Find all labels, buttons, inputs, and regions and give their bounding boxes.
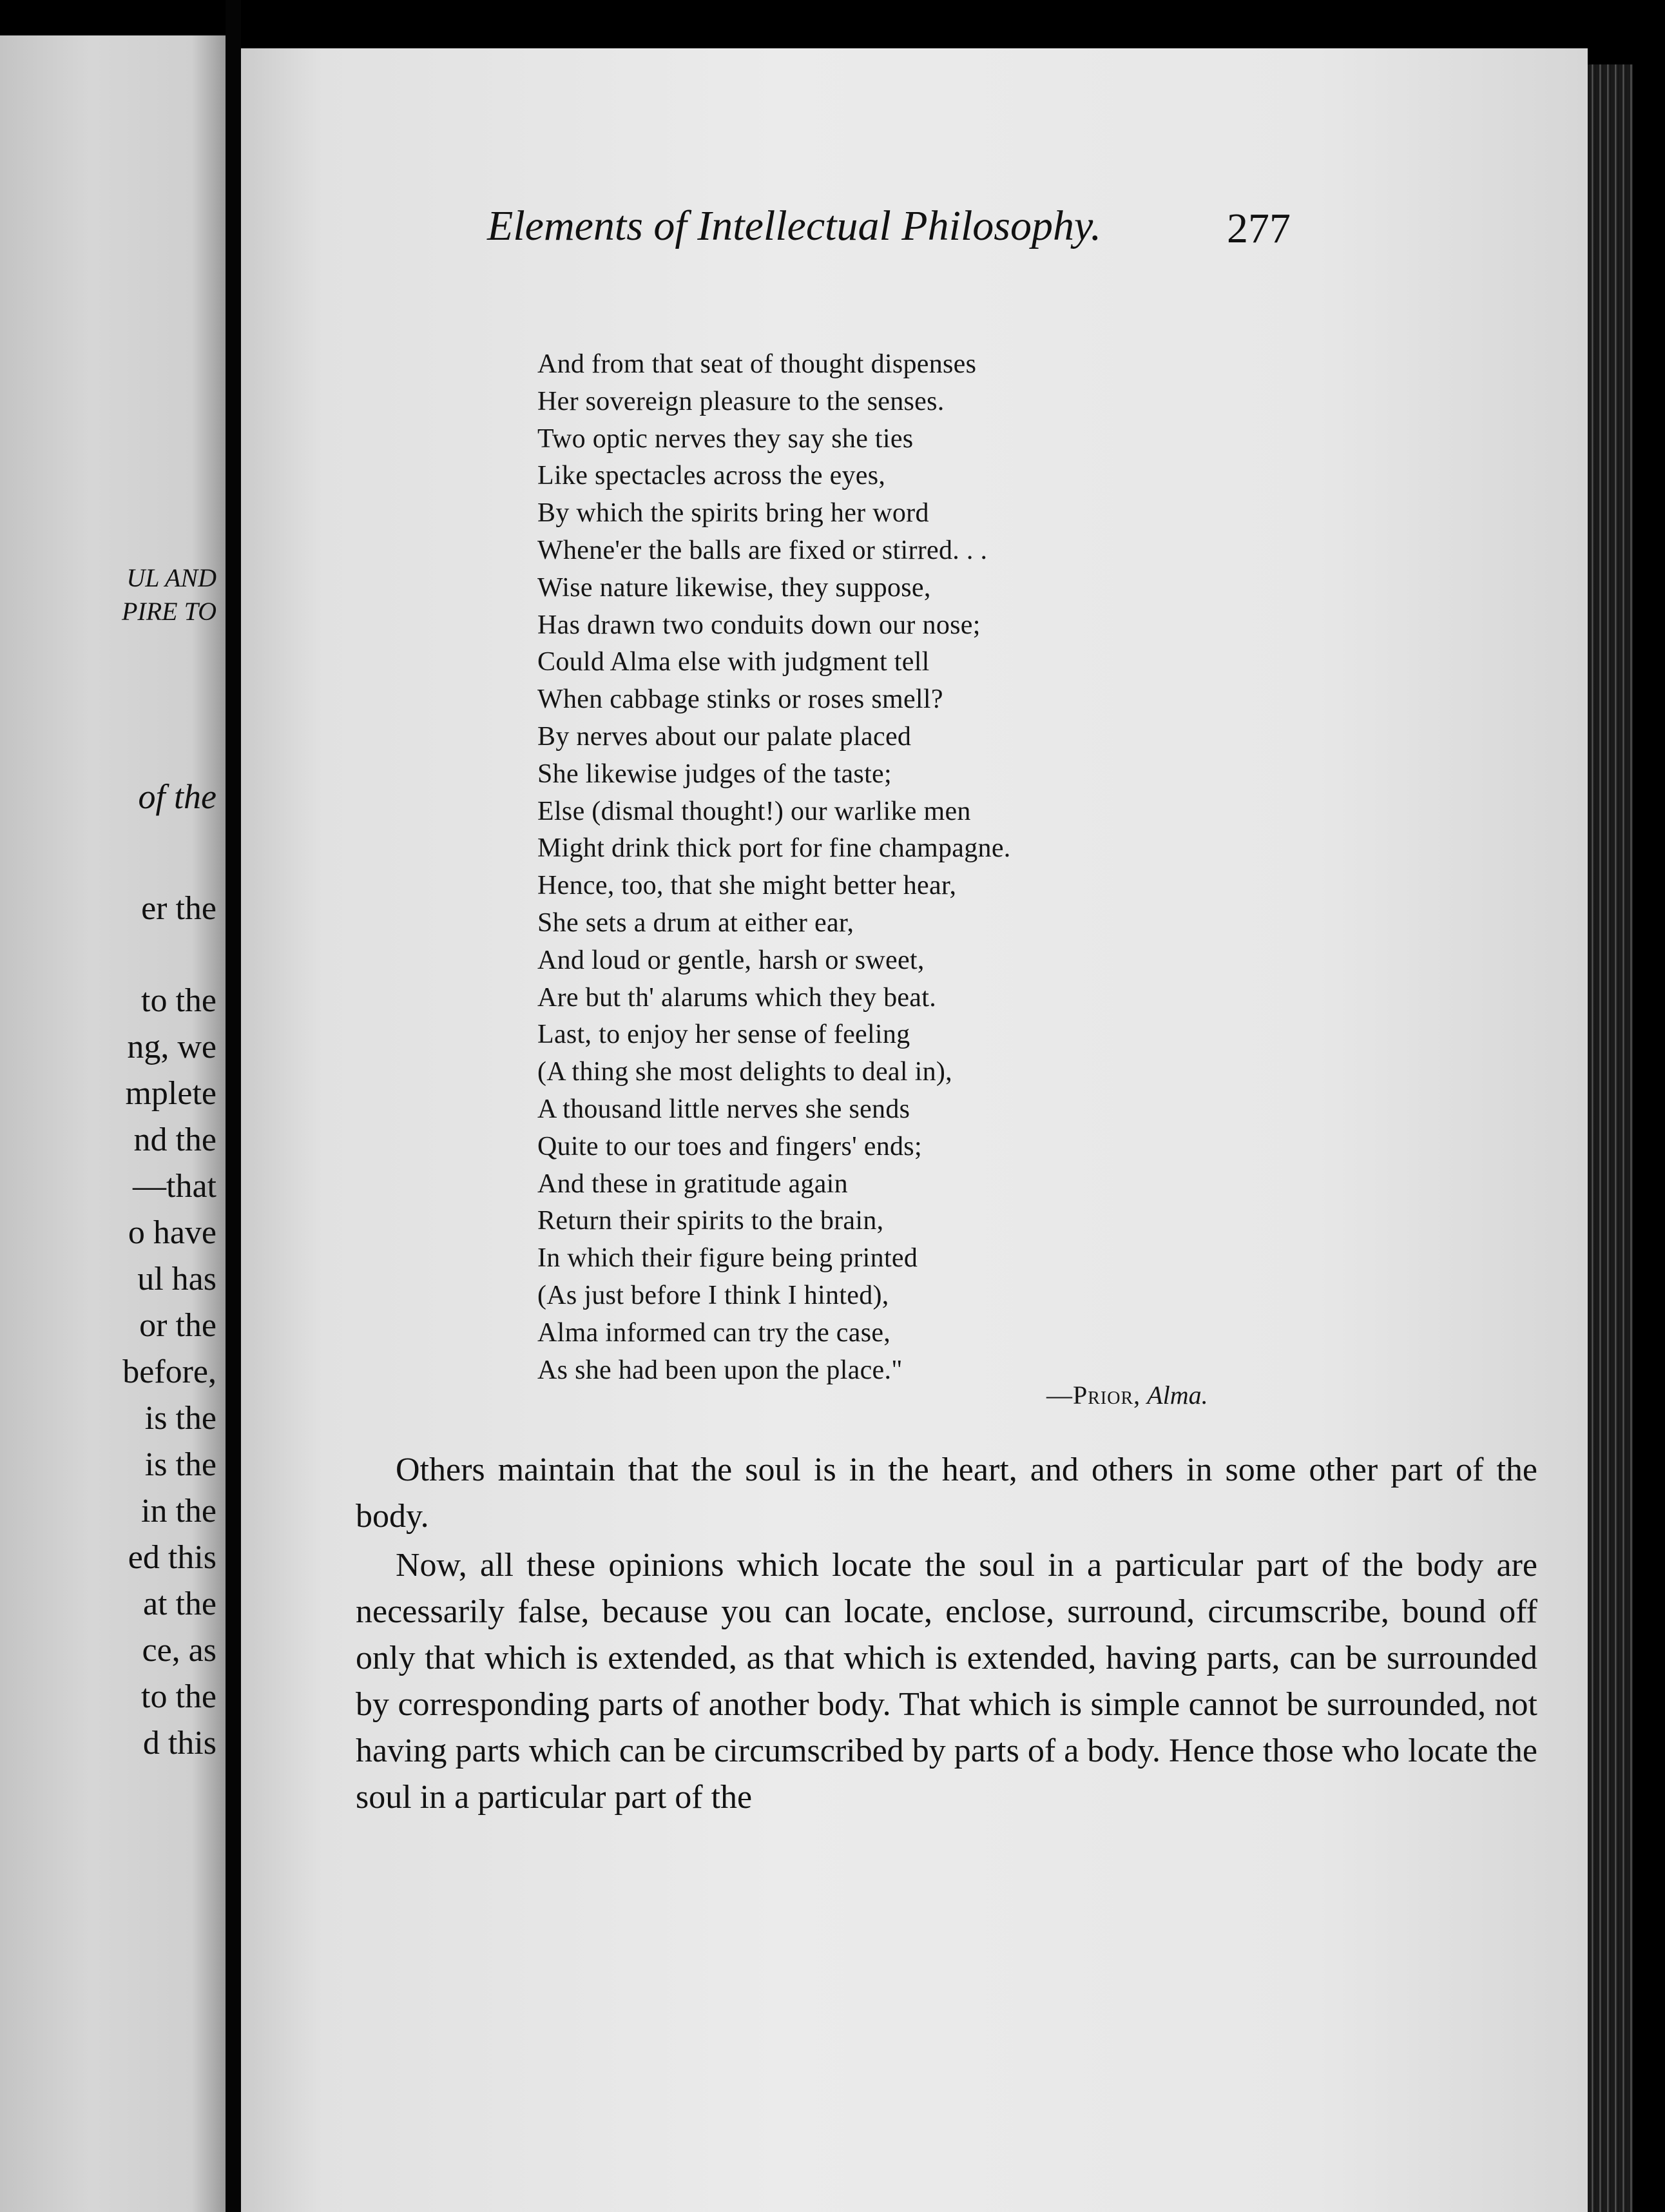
poem-line: And from that seat of thought dispenses (537, 349, 977, 379)
left-fragment: is the (144, 1400, 217, 1437)
book-gutter (226, 0, 241, 2212)
paragraph: Now, all these opinions which locate the soul in a particular part of the body are necessarily false, because you can locate, enclose, surround, circumscribe, bound off only that which is extended, as that which is extended, having parts, can be surrounded by corresponding parts of another body. That which is simple cannot be surrounded, not having parts which can be circumscribed by parts of a body. Hence those who locate the soul in a particular part of the (356, 1547, 1537, 1816)
left-fragment: before, (122, 1353, 217, 1390)
attribution-author: —Prior, (1046, 1381, 1141, 1410)
poem-line: And these in gratitude again (537, 1169, 848, 1199)
poem-line: A thousand little nerves she sends (537, 1094, 910, 1124)
left-fragment: —that (133, 1168, 217, 1205)
left-fragment: of the (138, 777, 217, 816)
left-fragment: o have (128, 1214, 217, 1251)
poem-line: Her sovereign pleasure to the senses. (537, 386, 945, 416)
poem-line: By nerves about our palate placed (537, 721, 912, 752)
left-fragment: d this (142, 1725, 217, 1761)
poem-line: (As just before I think I hinted), (537, 1280, 889, 1310)
left-fragment: mplete (125, 1075, 217, 1112)
left-fragment: nd the (133, 1121, 217, 1158)
poem-line: In which their figure being printed (537, 1243, 918, 1274)
poem-line: When cabbage stinks or roses smell? (537, 684, 943, 715)
page-edges (1588, 64, 1633, 2212)
poem-line: Has drawn two conduits down our nose; (537, 610, 981, 640)
page-number: 277 (1227, 205, 1291, 252)
right-page (241, 48, 1588, 2212)
left-fragment: to the (141, 982, 217, 1019)
left-fragment: to the (141, 1678, 217, 1715)
left-fragment: er the (141, 890, 217, 927)
poem-line: Whene'er the balls are fixed or stirred. . . (537, 535, 988, 565)
page-header (241, 202, 1588, 273)
left-fragment: at the (142, 1586, 217, 1622)
poem-line: Two optic nerves they say she ties (537, 423, 914, 454)
poem-line: Might drink thick port for fine champagne. (537, 833, 1011, 864)
poem-line: By which the spirits bring her word (537, 498, 929, 529)
poem-line: Quite to our toes and fingers' ends; (537, 1131, 922, 1161)
left-fragment: or the (139, 1307, 217, 1344)
left-fragment: ul has (137, 1261, 217, 1297)
left-fragment: ng, we (127, 1029, 217, 1065)
poem-line: Alma informed can try the case, (537, 1317, 891, 1348)
left-fragment: in the (141, 1493, 217, 1529)
poem-attribution (1046, 1380, 1208, 1410)
poem-line: And loud or gentle, harsh or sweet, (537, 945, 925, 975)
poem-line: Last, to enjoy her sense of feeling (537, 1020, 910, 1050)
poem-line: Else (dismal thought!) our warlike men (537, 796, 971, 826)
left-fragment: UL AND (126, 563, 217, 592)
paragraph: Others maintain that the soul is in the heart, and others in some other part of the body. (356, 1451, 1537, 1535)
poem-line: Hence, too, that she might better hear, (537, 871, 957, 901)
left-fragment: PIRE TO (121, 597, 217, 626)
poem-line: Return their spirits to the brain, (537, 1206, 884, 1236)
poem-line: Like spectacles across the eyes, (537, 461, 886, 491)
poem-line: Are but th' alarums which they beat. (537, 982, 937, 1013)
running-title: Elements of Intellectual Philosophy. (487, 202, 1102, 249)
left-fragment: ce, as (142, 1632, 217, 1669)
attribution-work: Alma. (1147, 1381, 1208, 1410)
poem-line: She sets a drum at either ear, (537, 907, 854, 938)
poem-line: She likewise judges of the taste; (537, 759, 892, 789)
poem-line: As she had been upon the place." (537, 1355, 903, 1385)
left-fragment: is the (144, 1446, 217, 1483)
poem-line: (A thing she most delights to deal in), (537, 1057, 952, 1087)
left-page (0, 35, 226, 2212)
poem-line: Could Alma else with judgment tell (537, 647, 930, 677)
poem-block (537, 346, 1439, 1389)
prose-block (356, 1447, 1537, 1823)
left-fragment: ed this (128, 1539, 217, 1576)
poem-line: Wise nature likewise, they suppose, (537, 572, 931, 603)
